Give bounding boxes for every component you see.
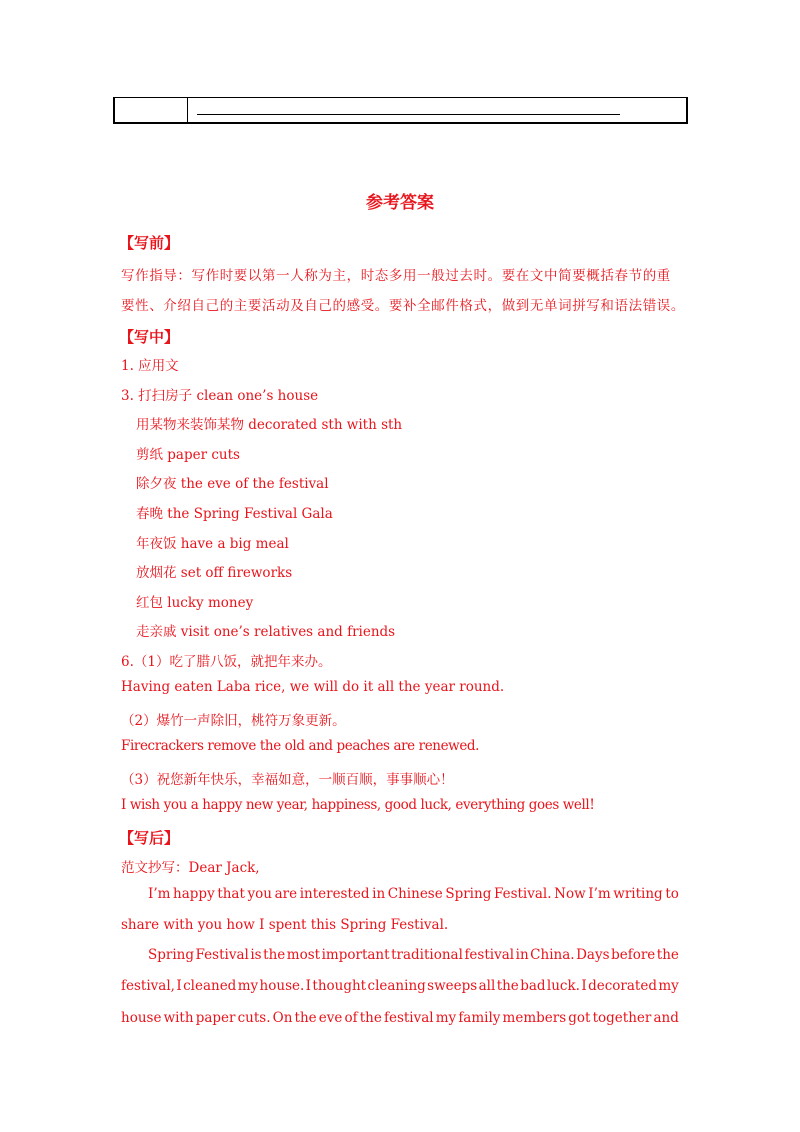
essay-word: the	[359, 1010, 382, 1026]
item-6-chinese-2: （2）爆竹一声除旧，桃符万象更新。	[121, 713, 346, 729]
essay-word: and	[653, 1010, 679, 1026]
phrase-item: 春晚 the Spring Festival Gala	[136, 506, 333, 522]
essay-word: all	[478, 978, 496, 994]
essay-word: luck.	[546, 978, 580, 994]
essay-word: the	[496, 978, 519, 994]
section-heading-during: 【写中】	[119, 328, 180, 346]
essay-line	[121, 1010, 679, 1026]
section-heading-before: 【写前】	[119, 234, 180, 252]
essay-word: festival	[383, 1010, 434, 1026]
essay-word: bad	[520, 978, 546, 994]
essay-word: Now	[554, 886, 586, 902]
essay-line	[148, 886, 679, 902]
essay-word: I	[305, 978, 312, 994]
essay-word: are	[274, 886, 298, 902]
essay-word: together	[592, 1010, 652, 1026]
essay-line: share with you how I spent this Spring Festival.	[121, 917, 449, 933]
essay-word: Spring	[148, 947, 194, 963]
essay-word: cuts.	[237, 1010, 271, 1026]
essay-word: sweeps	[427, 978, 478, 994]
guide-line-1: 写作指导：写作时要以第一人称为主，时态多用一般过去时。要在文中简要概括春节的重	[121, 268, 671, 284]
essay-word: traditional	[391, 947, 463, 963]
essay-word: Spring	[445, 886, 492, 902]
essay-word: you	[247, 886, 272, 902]
essay-word: paper	[195, 1010, 236, 1026]
essay-word: house.	[259, 978, 305, 994]
phrase-item: 剪纸 paper cuts	[136, 447, 240, 463]
essay-word: I	[176, 978, 182, 994]
essay-word: important	[321, 947, 390, 963]
item-6-english-3: I wish you a happy new year, happiness, good luck, everything goes well!	[121, 797, 595, 813]
guide-line-2: 要性、介绍自己的主要活动及自己的感受。要补全邮件格式，做到无单词拼写和语法错误。	[121, 298, 685, 314]
essay-line	[121, 978, 679, 994]
essay-word: decorated	[588, 978, 657, 994]
essay-word: to	[665, 886, 679, 902]
essay-word: my	[658, 978, 679, 994]
answer-table-bottom	[113, 97, 688, 124]
essay-word: Chinese	[387, 886, 443, 902]
essay-word: writing	[613, 886, 663, 902]
item-6-english-2: Firecrackers remove the old and peaches are renewed.	[121, 738, 480, 754]
phrase-item: 红包 lucky money	[136, 595, 254, 611]
item-6-chinese-3: （3）祝您新年快乐，幸福如意，一顺百顺，事事顺心！	[121, 772, 454, 788]
essay-word: Days	[576, 947, 610, 963]
essay-word: cleaning	[367, 978, 426, 994]
answer-blank-line	[197, 114, 620, 115]
essay-salutation: 范文抄写：Dear Jack,	[121, 860, 260, 876]
page-title: 参考答案	[366, 193, 434, 213]
essay-line	[148, 947, 679, 963]
essay-word: before	[611, 947, 656, 963]
essay-word: On	[272, 1010, 293, 1026]
essay-word: Festival	[195, 947, 249, 963]
essay-word: eve	[318, 1010, 343, 1026]
essay-word: I’m	[148, 886, 171, 902]
essay-word: cleaned	[183, 978, 237, 994]
item-6-english-1: Having eaten Laba rice, we will do it all the year round.	[121, 679, 505, 695]
essay-word: the	[656, 947, 679, 963]
essay-word: festival,	[121, 978, 175, 994]
essay-word: I’m	[588, 886, 611, 902]
essay-word: the	[263, 947, 286, 963]
essay-word: house	[121, 1010, 162, 1026]
essay-word: of	[344, 1010, 358, 1026]
item-1: 1. 应用文	[121, 358, 179, 374]
essay-word: the	[294, 1010, 317, 1026]
essay-word: interested	[299, 886, 370, 902]
essay-word: that	[217, 886, 245, 902]
table-column-divider	[187, 98, 188, 122]
essay-word: got	[568, 1010, 591, 1026]
item-6-chinese-1: 6.（1）吃了腊八饭，就把年来办。	[121, 654, 332, 670]
phrase-item: 除夕夜 the eve of the festival	[136, 476, 329, 492]
section-heading-after: 【写后】	[119, 829, 180, 847]
essay-word: China.	[530, 947, 575, 963]
essay-word: most	[286, 947, 321, 963]
phrase-item: 放烟花 set off fireworks	[136, 565, 293, 581]
essay-word: family	[458, 1010, 501, 1026]
essay-word: members	[502, 1010, 567, 1026]
phrase-item: 走亲戚 visit one’s relatives and friends	[136, 624, 396, 640]
phrase-item: 用某物来装饰某物 decorated sth with sth	[136, 417, 403, 433]
essay-word: happy	[173, 886, 215, 902]
item-3: 3. 打扫房子 clean one’s house	[121, 388, 319, 404]
essay-word: is	[250, 947, 262, 963]
essay-word: in	[372, 886, 386, 902]
essay-word: I	[581, 978, 587, 994]
phrase-item: 年夜饭 have a big meal	[136, 536, 289, 552]
essay-word: thought	[312, 978, 367, 994]
essay-word: Festival.	[493, 886, 552, 902]
essay-word: my	[435, 1010, 457, 1026]
essay-word: in	[515, 947, 529, 963]
essay-word: festival	[464, 947, 515, 963]
essay-word: with	[163, 1010, 194, 1026]
essay-word: my	[237, 978, 259, 994]
